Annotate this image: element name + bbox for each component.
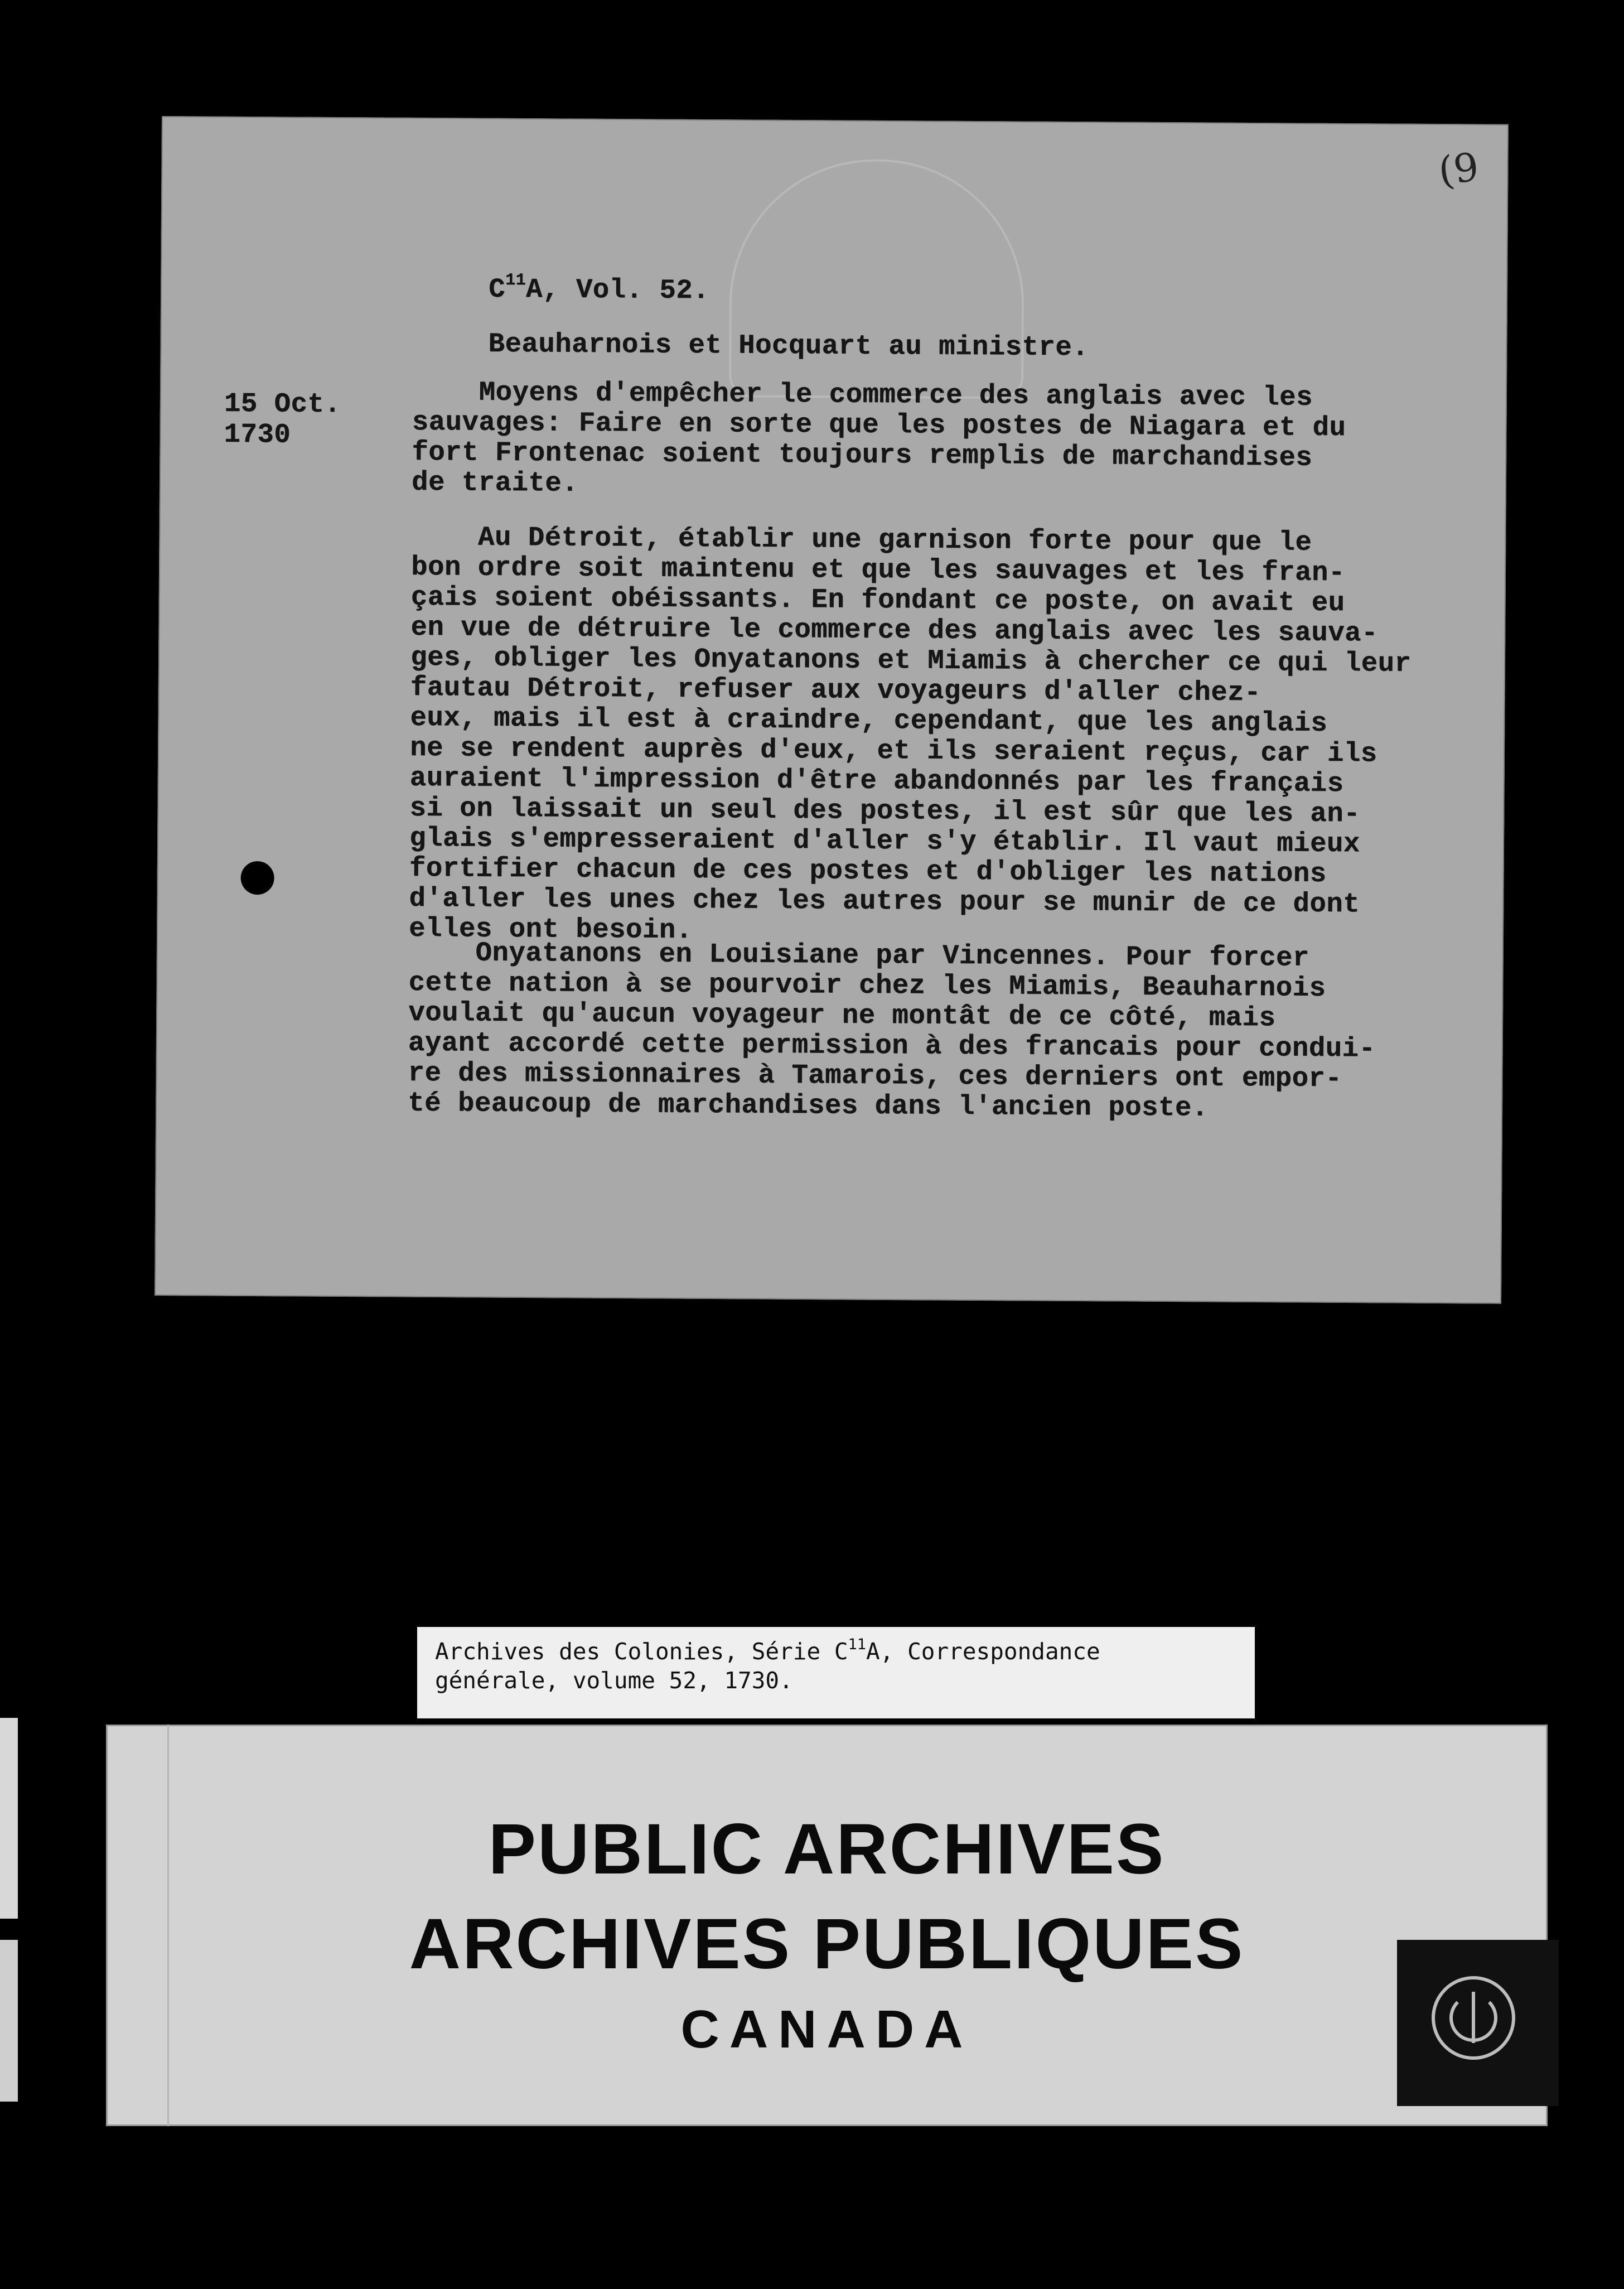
document-card [154, 116, 1509, 1304]
reference-suffix: A, Vol. 52. [525, 273, 710, 307]
archives-monogram-icon [1397, 1940, 1559, 2106]
reference-superscript: 11 [505, 271, 526, 290]
caption-line1-suffix: A, Correspondance [866, 1638, 1100, 1665]
paragraph-3: Onyatanons en Louisiane par Vincennes. Pour forcer cette nation à se pourvoir chez les Miamis, Beauharnois voulait qu'aucun voyageur ne montât de ce côté, mais ayant accordé cette permission à des francais pour condui- re des missionnaires à Tamarois, ces derniers ont empor- té beaucoup de marchandises dans l'ancien poste. [408, 936, 1376, 1124]
punch-hole [240, 861, 274, 895]
caption-superscript: 11 [848, 1636, 867, 1653]
adjacent-frame-edge-lower [0, 1940, 18, 2102]
caption-label [417, 1627, 1255, 1718]
caption-line2: générale, volume 52, 1730. [435, 1667, 793, 1694]
caption-line1-prefix: Archives des Colonies, Série C [435, 1638, 848, 1665]
reference-prefix: C [488, 273, 506, 305]
logo-outer-ring [1432, 1976, 1515, 2060]
page-number-mark: (9 [1436, 143, 1482, 195]
plate-title-english: PUBLIC ARCHIVES [488, 1809, 1166, 1889]
adjacent-frame-edge [0, 1718, 18, 1919]
paragraph-2: Au Détroit, établir une garnison forte pour que le bon ordre soit maintenu et que les sauvages et les fran- çais soient obéissants. En fondant ce poste, on avait eu en vue de détruire le commerce des anglais avec les sauva- ges, obliger les Onyatanons et Miamis à chercher ce qui leur fautau Détroit, refuser aux voyageurs d'aller chez- eux, mais il est à craindre, cependant, que les anglais ne se rendent auprès d'eux, et ils seraient reçus, car ils auraient l'impression d'être abandonnés par les français si on laissait un seul des postes, il est sûr que les an- glais s'empresseraient d'aller s'y établir. Il vaut mieux fortifier chacun de ces postes et d'obliger les nations d'aller les unes chez les autres pour se munir de ce dont elles ont besoin. [408, 521, 1412, 946]
watermark-emblem [729, 158, 1025, 399]
plate-title-french: ARCHIVES PUBLIQUES [409, 1904, 1245, 1984]
archives-label-plate [106, 1725, 1548, 2126]
document-heading: Beauharnois et Hocquart au ministre. [488, 328, 1089, 364]
logo-stem [1472, 1992, 1475, 2043]
document-date: 15 Oct. 1730 [224, 388, 341, 451]
paragraph-1: Moyens d'empêcher le commerce des anglais avec les sauvages: Faire en sorte que les postes de Niagara et du fort Frontenac soient toujours remplis de marchandises de traite. [411, 376, 1346, 499]
archive-reference [488, 271, 710, 307]
plate-country: CANADA [680, 2000, 973, 2059]
